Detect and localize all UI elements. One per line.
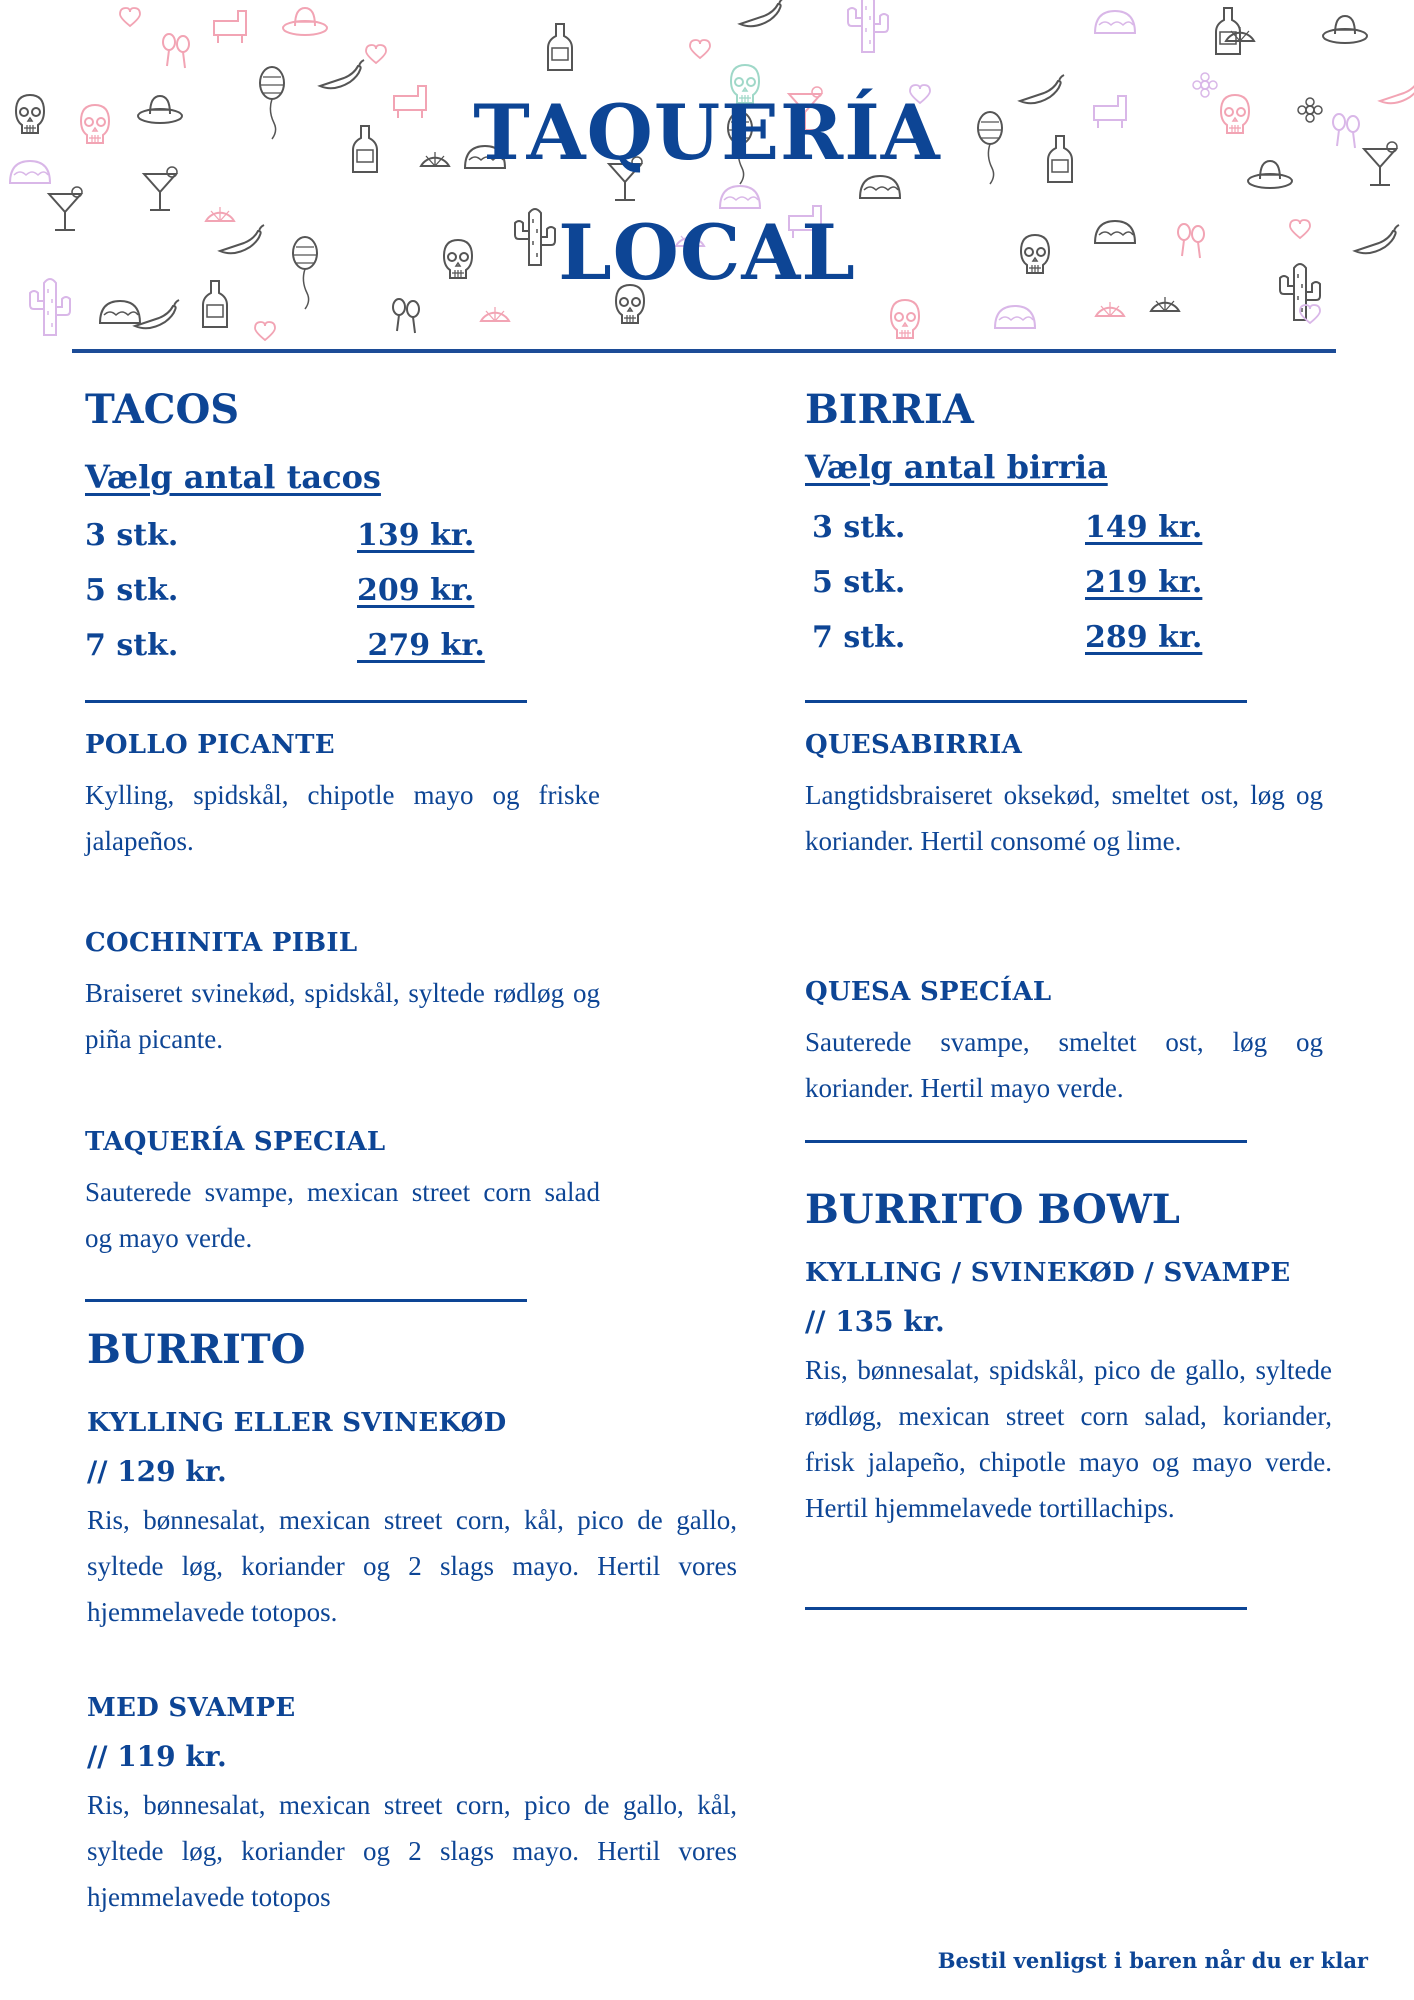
section-divider [85, 1299, 527, 1302]
menu-item-description: Sauterede svampe, mexican street corn salad og mayo verde. [85, 1177, 600, 1253]
tacos-option-qty: 5 stk. [85, 573, 179, 608]
restaurant-title-line2: LOCAL [558, 208, 856, 297]
order-note: Bestil venligst i baren når du er klar [937, 1948, 1368, 1973]
birria-option-qty: 7 stk. [812, 620, 906, 655]
section-divider [805, 1607, 1247, 1610]
birria-option-qty: 3 stk. [812, 510, 906, 545]
menu-item-name: QUESA SPECÍAL [805, 977, 1052, 1007]
menu-item-name: KYLLING ELLER SVINEKØD [87, 1408, 507, 1438]
tacos-option-price: 139 kr. [357, 518, 475, 553]
menu-item-name: COCHINITA PIBIL [85, 928, 358, 958]
menu-item-price: // 129 kr. [87, 1455, 227, 1488]
birria-section-title: BIRRIA [805, 386, 974, 433]
menu-item-price: // 135 kr. [805, 1305, 945, 1338]
menu-item-description: Langtidsbraiseret oksekød, smeltet ost, løg og koriander. Hertil consomé og lime. [805, 780, 1323, 856]
menu-item-description: Kylling, spidskål, chipotle mayo og friske jalapeños. [85, 780, 600, 856]
restaurant-title-line1: TAQUERÍA [473, 88, 941, 177]
tacos-subtitle: Vælg antal tacos [85, 458, 381, 496]
burrito-section-title: BURRITO [87, 1326, 306, 1373]
menu-item-description: Sauterede svampe, smeltet ost, løg og koriander. Hertil mayo verde. [805, 1027, 1323, 1103]
menu-item-description: Ris, bønnesalat, mexican street corn, pico de gallo, kål, syltede løg, koriander og 2 slags mayo. Hertil vores hjemmelavede totopos [87, 1790, 737, 1912]
birria-option-price: 289 kr. [1085, 620, 1203, 655]
tacos-option-price: 209 kr. [357, 573, 475, 608]
section-divider [85, 700, 527, 703]
birria-subtitle: Vælg antal birria [805, 448, 1108, 486]
birria-option-price: 219 kr. [1085, 565, 1203, 600]
birria-option-qty: 5 stk. [812, 565, 906, 600]
tacos-option-price: 279 kr. [357, 628, 485, 663]
menu-item-name: POLLO PICANTE [85, 730, 335, 760]
burrito-bowl-variants: KYLLING / SVINEKØD / SVAMPE [805, 1258, 1291, 1288]
menu-item-description: Ris, bønnesalat, mexican street corn, kål, pico de gallo, syltede løg, koriander og 2 slags mayo. Hertil vores hjemmelavede totopos. [87, 1505, 737, 1627]
tacos-option-qty: 7 stk. [85, 628, 179, 663]
birria-option-price: 149 kr. [1085, 510, 1203, 545]
section-divider [805, 1140, 1247, 1143]
menu-item-name: TAQUERÍA SPECIAL [85, 1127, 386, 1157]
tacos-section-title: TACOS [85, 386, 240, 433]
menu-item-name: QUESABIRRIA [805, 730, 1023, 760]
burrito-bowl-section-title: BURRITO BOWL [805, 1186, 1180, 1233]
menu-item-price: // 119 kr. [87, 1740, 227, 1773]
tacos-option-qty: 3 stk. [85, 518, 179, 553]
section-divider [805, 700, 1247, 703]
menu-item-description: Ris, bønnesalat, spidskål, pico de gallo, syltede rødløg, mexican street corn salad, koriander, frisk jalapeño, chipotle mayo og mayo verde. Hertil hjemmelavede tortillachips. [805, 1355, 1332, 1523]
header-divider [72, 349, 1336, 353]
menu-item-description: Braiseret svinekød, spidskål, syltede rødløg og piña picante. [85, 978, 600, 1054]
menu-item-name: MED SVAMPE [87, 1693, 296, 1723]
